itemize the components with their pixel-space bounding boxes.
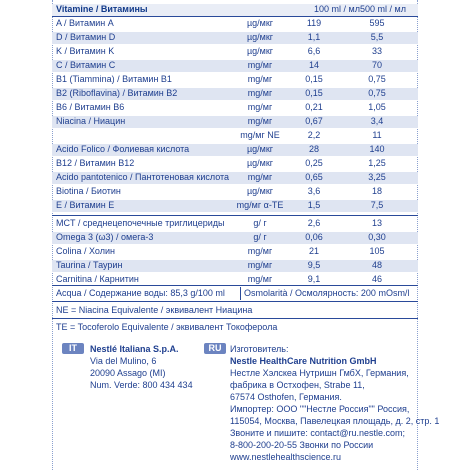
nutrient-name: D / Витамин D (56, 32, 116, 42)
value-100ml: 0,65 (305, 172, 323, 182)
table-row (52, 18, 418, 30)
value-500ml: 0,75 (368, 74, 386, 84)
table-row (52, 186, 418, 198)
value-100ml: 0,15 (305, 88, 323, 98)
footnote-ne: NE = Niacina Equivalente / эквивалент Ниацина (56, 305, 253, 315)
unit-cell: g/ г (253, 218, 267, 228)
value-500ml: 0,75 (368, 88, 386, 98)
nutrient-name: E / Витамин E (56, 200, 115, 210)
ru-company: Nestle HealthCare Nutrition GmbH (230, 356, 377, 366)
it-address (90, 343, 193, 391)
nutrient-name: Niacina / Ниацин (56, 116, 126, 126)
value-100ml: 0,25 (305, 158, 323, 168)
value-500ml: 11 (372, 130, 382, 140)
value-500ml: 18 (371, 186, 382, 196)
unit-cell: µg/мкг (246, 144, 274, 154)
unit-cell: µg/мкг (246, 46, 274, 56)
nutrient-name: Omega 3 (ω3) / омега-3 (56, 232, 154, 242)
value-500ml: 1,05 (368, 102, 386, 112)
column-header-500ml: 500 ml / мл (360, 4, 406, 14)
ru-line: Импортер: ООО ""Нестле Россия"" Россия, (230, 404, 410, 414)
nutrient-name: Taurina / Таурин (56, 260, 123, 270)
unit-cell: mg/мг α-TE (236, 200, 284, 210)
osmolarity: Osmolarità / Осмолярность: 200 mOsm/l (244, 288, 410, 298)
value-100ml: 0,15 (305, 74, 323, 84)
nutrient-name: Biotina / Биотин (56, 186, 121, 196)
unit-cell: mg/мг (247, 172, 273, 182)
ru-line: 8-800-200-20-55 Звонки по России (230, 440, 374, 450)
value-100ml: 2,2 (307, 130, 321, 140)
table-row (52, 102, 418, 114)
value-500ml: 0,30 (368, 232, 386, 242)
value-100ml: 9,1 (307, 274, 321, 284)
nutrient-name: B1 (Tiammina) / Витамин B1 (56, 74, 172, 84)
unit-cell: mg/мг (247, 260, 273, 270)
table-row (52, 130, 418, 142)
table-row (52, 158, 418, 170)
water-content: Acqua / Содержание воды: 85,3 g/100 ml (56, 288, 225, 298)
unit-cell: µg/мкг (246, 186, 274, 196)
ru-website: www.nestlehealthscience.ru (230, 452, 342, 462)
unit-cell: mg/мг (247, 102, 273, 112)
ru-line: 67574 Osthofen, Германия. (230, 392, 342, 402)
it-street: Via del Mulino, 6 (90, 356, 157, 366)
table-row (52, 144, 418, 156)
unit-cell: mg/мг (247, 60, 273, 70)
value-500ml: 13 (371, 218, 382, 228)
nutrient-name: Acido pantotenico / Пантотеновая кислота (56, 172, 230, 182)
value-500ml: 70 (371, 60, 382, 70)
ru-line: Изготовитель: (230, 344, 289, 354)
table-row (52, 32, 418, 44)
value-500ml: 595 (369, 18, 385, 28)
value-100ml: 0,67 (305, 116, 323, 126)
value-100ml: 21 (308, 246, 319, 256)
table-row (52, 232, 418, 244)
value-100ml: 1,5 (307, 200, 321, 210)
nutrient-name: B2 (Riboflavina) / Витамин B2 (56, 88, 178, 98)
value-100ml: 0,21 (305, 102, 323, 112)
table-row (52, 246, 418, 258)
nutrient-name: Colina / Холин (56, 246, 115, 256)
unit-cell: mg/мг (247, 74, 273, 84)
value-100ml: 119 (306, 18, 322, 28)
unit-cell: µg/мкг (246, 18, 274, 28)
label-panel (52, 0, 440, 470)
table-title: Vitamine / Витамины (56, 4, 148, 14)
value-500ml: 7,5 (370, 200, 384, 210)
it-phone: Num. Verde: 800 434 434 (90, 380, 193, 390)
value-500ml: 33 (371, 46, 382, 56)
value-500ml: 1,25 (368, 158, 386, 168)
ru-badge: RU (204, 343, 226, 354)
table-row (52, 46, 418, 58)
value-100ml: 2,6 (307, 218, 321, 228)
nutrient-name: B6 / Витамин B6 (56, 102, 125, 112)
table-row (52, 200, 418, 212)
nutrient-name: A / Витамин A (56, 18, 114, 28)
value-500ml: 3,4 (370, 116, 384, 126)
section-divider (52, 301, 418, 302)
unit-cell: µg/мкг (246, 158, 274, 168)
table-row (52, 60, 418, 72)
section-divider (52, 285, 418, 286)
nutrient-name: Carnitina / Карнитин (56, 274, 139, 284)
unit-cell: mg/мг (247, 246, 273, 256)
table-row (52, 218, 418, 230)
ru-line: Звоните и пишите: contact@ru.nestle.com; (230, 428, 406, 438)
value-100ml: 0,06 (305, 232, 323, 242)
table-header (52, 4, 418, 17)
column-header-100ml: 100 ml / мл (314, 4, 360, 14)
value-100ml: 1,1 (307, 32, 321, 42)
value-500ml: 140 (369, 144, 385, 154)
footnote-divider (52, 318, 418, 319)
water-divider (240, 287, 241, 300)
table-row (52, 88, 418, 100)
unit-cell: µg/мкг (246, 32, 274, 42)
it-company: Nestlé Italiana S.p.A. (90, 344, 179, 354)
footnote-te: TE = Tocoferolo Equivalente / эквивалент Токоферола (56, 322, 278, 332)
value-500ml: 3,25 (368, 172, 386, 182)
unit-cell: mg/мг (247, 88, 273, 98)
nutrient-name: MCT / среднецепочечные триглицериды (56, 218, 225, 228)
unit-cell: g/ г (253, 232, 267, 242)
value-500ml: 46 (371, 274, 382, 284)
nutrient-name: Acido Folico / Фолиевая кислота (56, 144, 190, 154)
table-row (52, 260, 418, 272)
it-badge: IT (62, 343, 84, 354)
value-100ml: 3,6 (307, 186, 321, 196)
unit-cell: mg/мг (247, 274, 273, 284)
ru-line: Нестле Хэлскеа Нутришн ГмбХ, Германия, (230, 368, 409, 378)
ru-address (230, 343, 439, 463)
value-100ml: 6,6 (307, 46, 321, 56)
section-divider (52, 215, 418, 216)
value-500ml: 105 (369, 246, 385, 256)
nutrient-name: B12 / Витамин B12 (56, 158, 135, 168)
value-100ml: 28 (308, 144, 319, 154)
ru-line: 115054, Москва, Павелецкая площадь, д. 2, стр. 1 (230, 416, 440, 426)
table-row (52, 74, 418, 86)
value-500ml: 5,5 (370, 32, 384, 42)
value-100ml: 9,5 (307, 260, 321, 270)
value-500ml: 48 (371, 260, 382, 270)
nutrient-name: K / Витамин K (56, 46, 115, 56)
ru-line: фабрика в Остхофен, Strabe 11, (230, 380, 365, 390)
table-row (52, 172, 418, 184)
nutrient-name: C / Витамин C (56, 60, 116, 70)
value-100ml: 14 (308, 60, 319, 70)
table-row (52, 116, 418, 128)
it-city: 20090 Assago (MI) (90, 368, 166, 378)
unit-cell: mg/мг NE (240, 130, 280, 140)
unit-cell: mg/мг (247, 116, 273, 126)
